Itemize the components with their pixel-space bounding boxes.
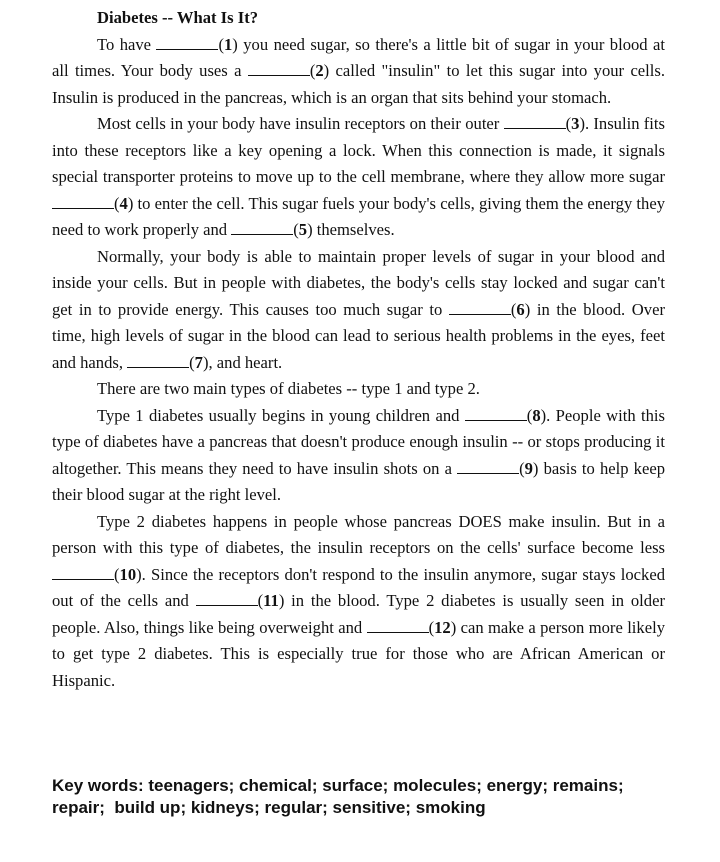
passage xyxy=(52,32,665,695)
blank-number: (8) xyxy=(526,405,547,425)
answer-blank[interactable] xyxy=(504,113,566,129)
blank-number: (9) xyxy=(519,458,539,478)
paragraph xyxy=(52,244,665,377)
blank-number: (10) xyxy=(114,564,142,584)
paragraph xyxy=(52,376,665,403)
answer-blank[interactable] xyxy=(196,590,258,606)
paragraph-text: in the blood. Over time, high levels of sugar in the blood can lead to serious health problems in the eyes, feet and hands, xyxy=(52,299,665,372)
blank-number: (12) xyxy=(428,617,457,637)
paragraph xyxy=(52,111,665,244)
answer-blank[interactable] xyxy=(457,458,519,474)
paragraph-text: . Insulin fits into these receptors like a key opening a lock. When this connection is made, it signals special transporter proteins to move up to the cell membrane, where they allow more sugar xyxy=(52,114,665,186)
blank-number: (7) xyxy=(189,352,209,372)
worksheet xyxy=(52,5,665,694)
answer-blank[interactable] xyxy=(367,617,429,633)
paragraph-text: To have xyxy=(97,34,157,54)
paragraph-text: can make a person more likely to get type 2 diabetes. This is especially true for those who are African American or Hispanic. xyxy=(52,617,665,690)
key-words-line: Key words: teenagers; chemical; surface; molecules; energy; remains; xyxy=(52,776,624,795)
paragraph-text: Most cells in your body have insulin receptors on their outer xyxy=(97,114,504,133)
key-words xyxy=(52,775,672,819)
document-title: Diabetes -- What Is It? xyxy=(97,8,259,27)
paragraph xyxy=(52,403,665,509)
answer-blank[interactable] xyxy=(231,219,293,235)
answer-blank[interactable] xyxy=(156,34,218,50)
blank-number: (3) xyxy=(565,114,585,133)
blank-number: (1) xyxy=(218,34,238,54)
paragraph xyxy=(52,32,665,112)
paragraph-text: , and heart. xyxy=(208,352,283,372)
paragraph-text: There are two main types of diabetes -- type 1 and type 2. xyxy=(97,379,480,398)
answer-blank[interactable] xyxy=(465,405,527,421)
answer-blank[interactable] xyxy=(248,60,310,76)
answer-blank[interactable] xyxy=(449,299,511,315)
paragraph-text: themselves. xyxy=(312,220,395,239)
blank-number: (11) xyxy=(257,591,285,610)
answer-blank[interactable] xyxy=(52,193,114,209)
blank-number: (6) xyxy=(510,299,531,319)
paragraph-text: called "insulin" to let this sugar into your cells. Insulin is produced in the pancreas, which is an organ that sits behind your stomach. xyxy=(52,61,666,107)
blank-number: (2) xyxy=(309,61,330,80)
key-words-line: repair; build up; kidneys; regular; sensitive; smoking xyxy=(52,798,486,817)
paragraph-text: basis to help keep their blood sugar at the right level. xyxy=(52,458,665,504)
paragraph-text: to enter the cell. This sugar fuels your body's cells, giving them the energy they need to work properly and xyxy=(52,193,665,239)
paragraph-text: in the blood. Type 2 diabetes is usually seen in older people. Also, things like being overweight and xyxy=(52,591,665,637)
paragraph-text: . Since the receptors don't respond to the insulin anymore, sugar stays locked out of the cells and xyxy=(52,564,665,610)
paragraph-text: Normally, your body is able to maintain proper levels of sugar in your blood and inside your cells. But in people with diabetes, the body's cells stay locked and sugar can't get in to provide energy. This causes too much sugar to xyxy=(52,246,665,319)
blank-number: (4) xyxy=(114,193,134,213)
paragraph-text: you need sugar, so there's a little bit of sugar in your blood at all times. Your body uses a xyxy=(52,34,665,80)
paragraph-text: Type 2 diabetes happens in people whose pancreas DOES make insulin. But in a person with this type of diabetes, the insulin receptors on the cells' surface become less xyxy=(52,511,665,557)
paragraph-text: . People with this type of diabetes have a pancreas that doesn't produce enough insulin -- or stops producing it altogether. This means they need to have insulin shots on a xyxy=(52,405,665,478)
paragraph xyxy=(52,509,665,695)
blank-number: (5) xyxy=(293,220,313,239)
answer-blank[interactable] xyxy=(52,564,114,580)
paragraph-text: Type 1 diabetes usually begins in young children and xyxy=(97,405,465,425)
answer-blank[interactable] xyxy=(127,352,189,368)
